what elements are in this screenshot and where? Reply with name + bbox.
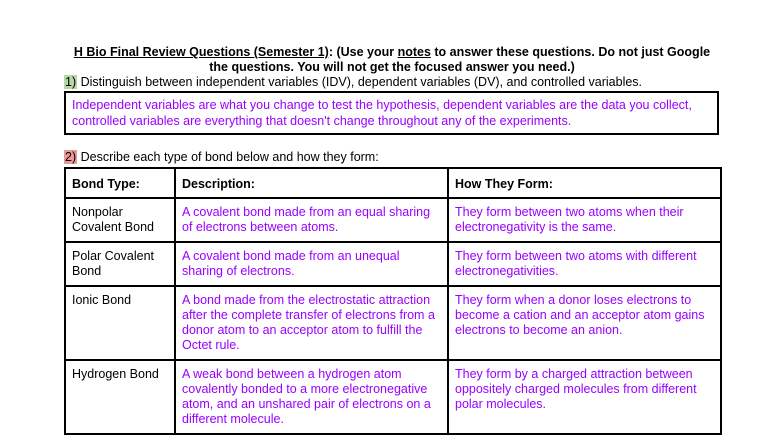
bond-type-cell: Polar Covalent Bond [65,242,175,286]
title-instruction-b: to answer these questions. Do not just Google the questions. You will not get the focused answer you need.) [209,45,711,74]
description-cell: A covalent bond made from an unequal sharing of electrons. [175,242,448,286]
bond-table [64,167,722,435]
formation-cell: They form when a donor loses electrons to become a cation and an acceptor atom gains electrons to become an anion. [448,286,721,360]
description-cell: A weak bond between a hydrogen atom covalently bonded to a more electronegative atom, and an unshared pair of electrons on a different molecule. [175,360,448,434]
question-2-text: Describe each type of bond below and how they form: [77,150,379,164]
table-row [65,242,721,286]
header-description: Description: [175,168,448,198]
table-header-row [65,168,721,198]
description-cell: A covalent bond made from an equal sharing of electrons between atoms. [175,198,448,242]
table-row [65,198,721,242]
title-instruction-a: : (Use your [328,45,398,59]
title-course: H Bio Final Review Questions (Semester 1) [73,45,329,59]
formation-cell: They form between two atoms with different electronegativities. [448,242,721,286]
table-row [65,360,721,434]
header-bond-type: Bond Type: [65,168,175,198]
formation-cell: They form between two atoms when their electronegativity is the same. [448,198,721,242]
header-how-they-form: How They Form: [448,168,721,198]
bond-type-cell: Ionic Bond [65,286,175,360]
bond-type-cell: Hydrogen Bond [65,360,175,434]
formation-cell: They form by a charged attraction between oppositely charged molecules from different polar molecules. [448,360,721,434]
table-row [65,286,721,360]
question-2-number: 2) [65,150,77,164]
question-1-text: Distinguish between independent variables (IDV), dependent variables (DV), and controlled variables. [77,75,643,89]
question-2 [64,150,379,165]
page-title [64,45,720,75]
question-1-number: 1) [65,75,77,89]
title-notes: notes [397,45,431,59]
bond-type-cell: Nonpolar Covalent Bond [65,198,175,242]
question-1 [64,75,642,90]
question-1-answer: Independent variables are what you change to test the hypothesis, dependent variables are the data you collect, controlled variables are everything that doesn't change throughout any of the experiments. [64,91,719,135]
description-cell: A bond made from the electrostatic attraction after the complete transfer of electrons from a donor atom to an acceptor atom to fulfill the Octet rule. [175,286,448,360]
